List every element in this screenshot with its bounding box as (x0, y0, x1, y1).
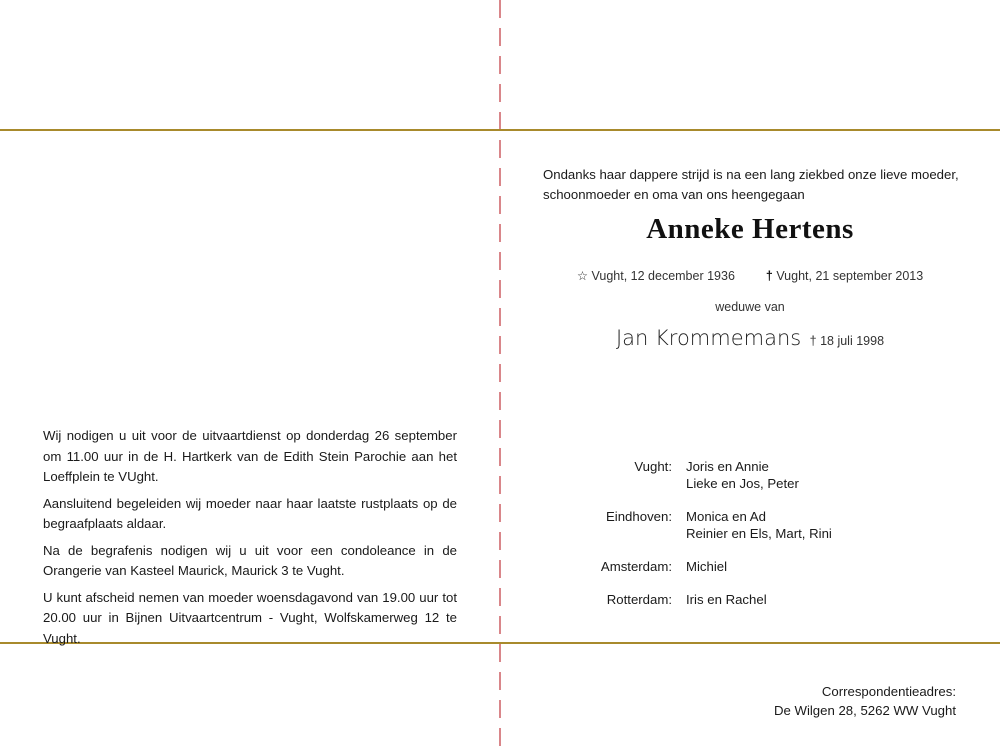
life-dates (500, 268, 1000, 283)
family-list (560, 458, 960, 624)
husband-death-date: † 18 juli 1998 (809, 334, 885, 348)
viewing-paragraph: U kunt afscheid nemen van moeder woensdagavond van 19.00 uur tot 20.00 uur in Bijnen Uitvaartcentrum - Vught, Wolfskamerweg 12 te Vught. (43, 589, 457, 646)
husband-name: Jan Krommemans (615, 326, 802, 350)
funeral-invitation-text (43, 426, 457, 655)
family-city: Vught: (634, 459, 672, 474)
family-names: Reinier en Els, Mart, Rini (686, 526, 832, 541)
family-names: Monica en Ad (686, 509, 766, 524)
family-row (560, 558, 960, 575)
deceased-name: Anneke Hertens (646, 213, 854, 245)
address-label: Correspondentieadres: (821, 684, 956, 699)
condolence-paragraph: Na de begrafenis nodigen wij u uit voor een condoleance in de Orangerie van Kasteel Maurick, Maurick 3 te Vught. (43, 542, 457, 578)
family-city: Amsterdam: (600, 559, 672, 574)
invitation-paragraph: Wij nodigen u uit voor de uitvaartdienst op donderdag 26 september om 11.00 uur in de H. Hartkerk van de Edith Stein Parochie aan het Loeffplein te VUght. (43, 428, 457, 484)
family-names: Lieke en Jos, Peter (686, 476, 799, 491)
family-names: Michiel (686, 559, 728, 574)
husband (500, 326, 1000, 350)
family-names: Iris en Rachel (686, 592, 767, 607)
fold-line (499, 0, 501, 752)
death-date: Vught, 21 september 2013 (776, 269, 924, 283)
family-names: Joris en Annie (686, 459, 769, 474)
family-row (560, 591, 960, 608)
family-row (560, 508, 960, 542)
birth-date: Vught, 12 december 1936 (591, 269, 735, 283)
star-icon: ☆ (576, 269, 589, 283)
address-value: De Wilgen 28, 5262 WW Vught (773, 703, 956, 718)
top-gold-rule (0, 129, 1000, 131)
family-row (560, 458, 960, 492)
cross-icon: † (765, 269, 773, 283)
family-city: Rotterdam: (606, 592, 672, 607)
intro-text: Ondanks haar dappere strijd is na een lang ziekbed onze lieve moeder, schoonmoeder en oma van ons heengegaan (543, 167, 959, 202)
family-city: Eindhoven: (606, 509, 672, 524)
widow-of-label: weduwe van (715, 300, 785, 314)
burial-paragraph: Aansluitend begeleiden wij moeder naar haar laatste rustplaats op de begraafplaats aldaar. (43, 495, 457, 531)
correspondence-address (774, 682, 956, 720)
